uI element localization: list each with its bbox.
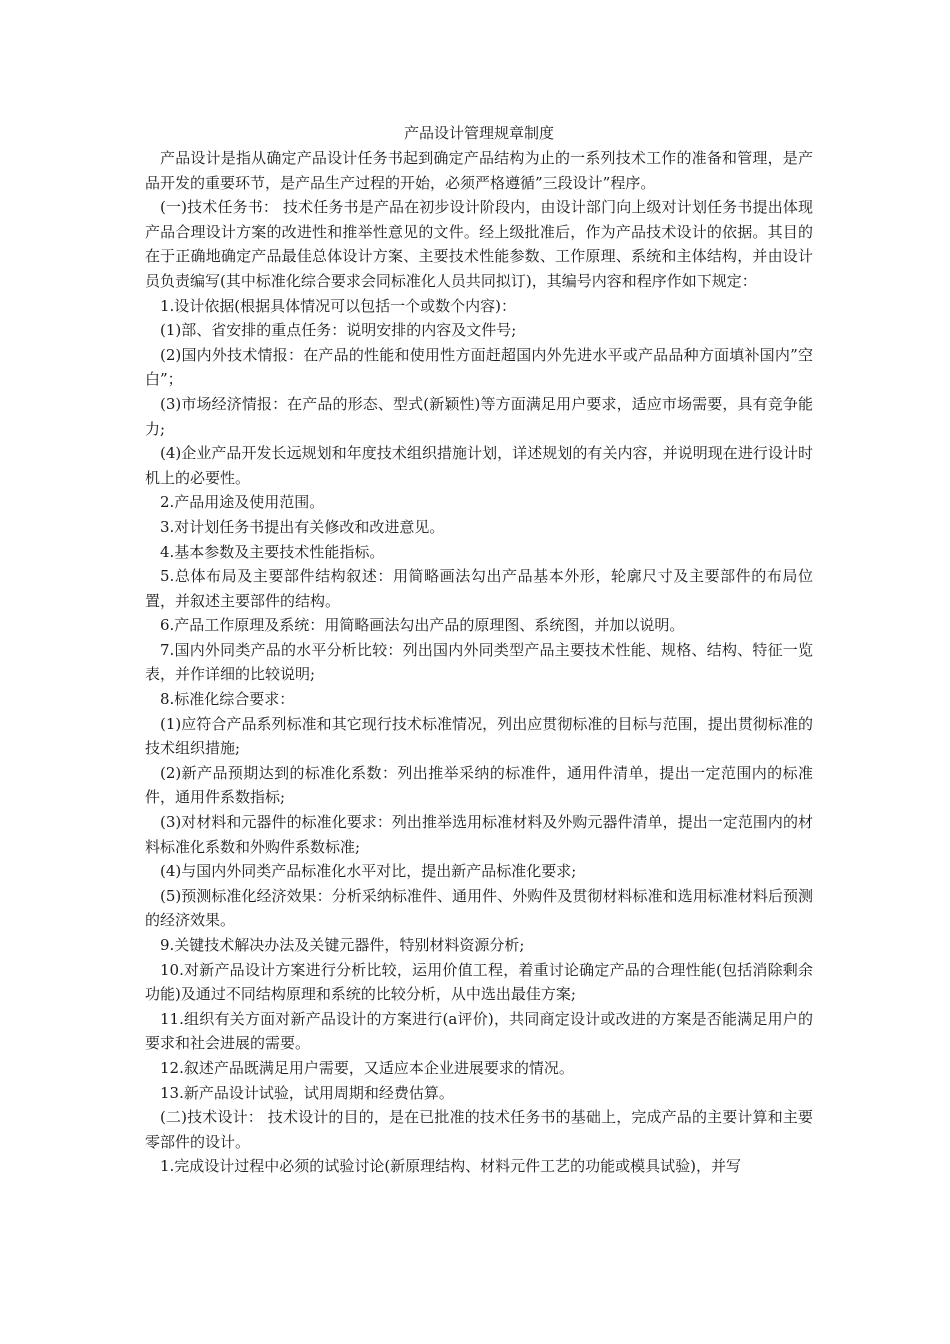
paragraph-item: (2)新产品预期达到的标准化系数：列出推举采纳的标准件，通用件清单，提出一定范围内的标准件，通用件系数指标;	[145, 763, 813, 807]
paragraph-item: 2.产品用途及使用范围。	[160, 493, 325, 512]
paragraph-item: (2)国内外技术情报：在产品的性能和使用性方面赶超国内外先进水平或产品品种方面填补国内”空白”；	[145, 345, 813, 389]
paragraph-item: 13.新产品设计试验，试用周期和经费估算。	[160, 1083, 454, 1102]
paragraph-item: 4.基本参数及主要技术性能指标。	[160, 542, 385, 561]
paragraph-section-1: (一)技术任务书： 技术任务书是产品在初步设计阶段内，由设计部门向上级对计划任务书提出体现产品合理设计方案的改进性和推举性意见的文件。经上级批准后，作为产品技术设计的依据。其目的在于正确地确定产品最佳总体设计方案、主要技术性能参数、工作原理、系统和主体结构，并由设计员负责编写(其中标准化综合要求会同标准化人员共同拟订)，其编号内容和程序作如下规定：	[145, 198, 813, 290]
paragraph-intro: 产品设计是指从确定产品设计任务书起到确定产品结构为止的一系列技术工作的准备和管理，是产品开发的重要环节，是产品生产过程的开始，必须严格遵循”三段设计”程序。	[145, 149, 813, 192]
paragraph-item: (5)预测标准化经济效果：分析采纳标准件、通用件、外购件及贯彻材料标准和选用标准材料后预测的经济效果。	[145, 886, 813, 930]
paragraph-item: (4)企业产品开发长远规划和年度技术组织措施计划，详述规划的有关内容，并说明现在进行设计时机上的必要性。	[145, 444, 813, 487]
paragraph-item: 1.完成设计过程中必须的试验讨论(新原理结构、材料元件工艺的功能或模具试验)，并写	[160, 1157, 742, 1176]
paragraph-item: (4)与国内外同类产品标准化水平对比，提出新产品标准化要求;	[160, 862, 577, 881]
paragraph-item: 3.对计划任务书提出有关修改和改进意见。	[160, 517, 445, 536]
document-title: 产品设计管理规章制度	[403, 124, 554, 142]
document-body	[145, 121, 813, 1179]
paragraph-item: 12.叙述产品既满足用户需要，又适应本企业进展要求的情况。	[160, 1058, 574, 1077]
paragraph-item: (3)市场经济情报：在产品的形态、型式(新颖性)等方面满足用户要求，适应市场需要，具有竞争能力;	[145, 394, 813, 438]
paragraph-item: 6.产品工作原理及系统：用简略画法勾出产品的原理图、系统图，并加以说明。	[160, 616, 685, 635]
paragraph-item: (1)部、省安排的重点任务：说明安排的内容及文件号;	[160, 321, 517, 340]
paragraph-item: 1.设计依据(根据具体情况可以包括一个或数个内容)：	[160, 296, 517, 315]
paragraph-item: 9.关键技术解决办法及关键元器件，特别材料资源分析;	[160, 936, 525, 954]
paragraph-item: 5.总体布局及主要部件结构叙述：用简略画法勾出产品基本外形，轮廓尺寸及主要部件的布局位置，并叙述主要部件的结构。	[145, 567, 813, 610]
paragraph-section-2: (二)技术设计： 技术设计的目的，是在已批准的技术任务书的基础上，完成产品的主要计算和主要零部件的设计。	[145, 1108, 813, 1151]
paragraph-item: 8.标准化综合要求：	[160, 690, 295, 709]
paragraph-item: 10.对新产品设计方案进行分析比较，运用价值工程，着重讨论确定产品的合理性能(包括消除剩余功能)及通过不同结构原理和系统的比较分析，从中选出最佳方案;	[145, 960, 813, 1004]
paragraph-item: 11.组织有关方面对新产品设计的方案进行(a评价)，共同商定设计或改进的方案是否能满足用户的要求和社会进展的需要。	[145, 1009, 813, 1053]
paragraph-item: 7.国内外同类产品的水平分析比较：列出国内外同类型产品主要技术性能、规格、结构、特征一览表，并作详细的比较说明;	[145, 640, 813, 684]
paragraph-item: (3)对材料和元器件的标准化要求：列出推举选用标准材料及外购元器件清单，提出一定范围内的材料标准化系数和外购件系数标准;	[145, 813, 813, 856]
paragraph-item: (1)应符合产品系列标准和其它现行技术标准情况，列出应贯彻标准的目标与范围，提出贯彻标准的技术组织措施;	[145, 714, 813, 758]
